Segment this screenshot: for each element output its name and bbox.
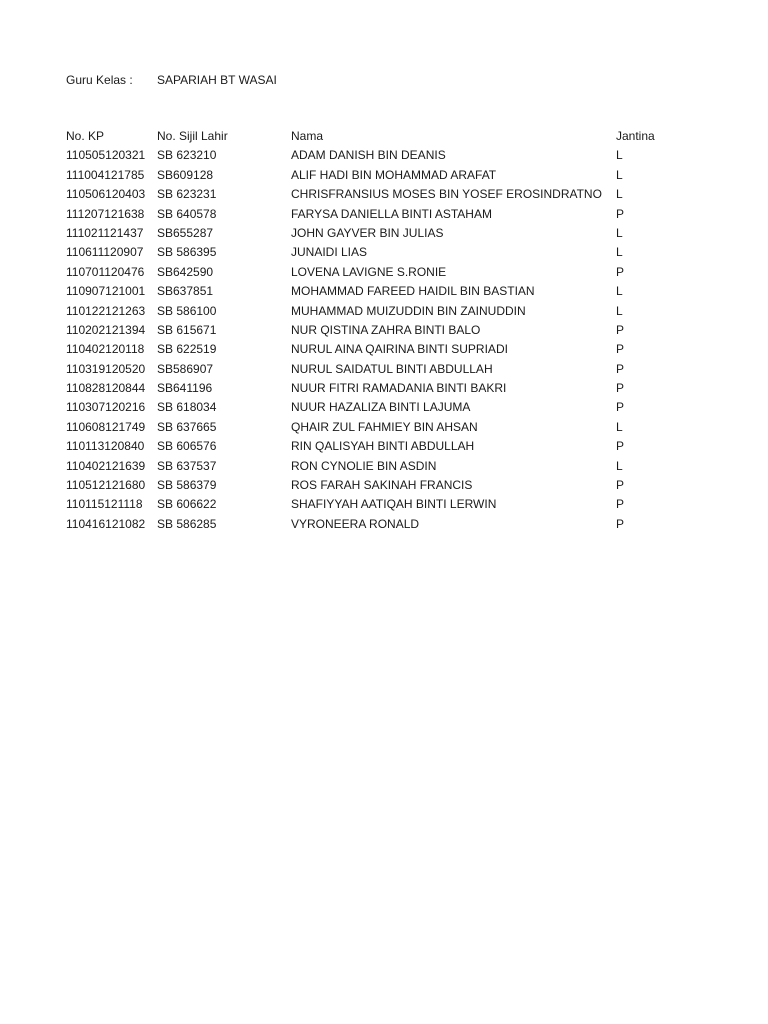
cell-no-sijil-lahir: SB 623210 xyxy=(157,148,217,163)
table-row xyxy=(66,303,706,322)
cell-nama: RON CYNOLIE BIN ASDIN xyxy=(291,458,437,473)
cell-no-kp: 110122121263 xyxy=(66,303,146,318)
cell-jantina: P xyxy=(616,206,625,221)
cell-jantina: P xyxy=(616,478,625,493)
header-no-sijil-lahir: No. Sijil Lahir xyxy=(157,129,228,143)
table-row xyxy=(66,438,706,457)
cell-nama: ALIF HADI BIN MOHAMMAD ARAFAT xyxy=(291,167,497,182)
cell-jantina: P xyxy=(616,322,625,337)
cell-no-kp: 110611120907 xyxy=(66,245,144,260)
table-row xyxy=(66,477,706,496)
cell-no-sijil-lahir: SB 586285 xyxy=(157,516,217,531)
cell-jantina: L xyxy=(616,148,623,163)
cell-no-sijil-lahir: SB637851 xyxy=(157,284,214,299)
cell-no-kp: 110115121118 xyxy=(66,497,143,512)
cell-no-sijil-lahir: SB 586395 xyxy=(157,245,217,260)
table-header-row xyxy=(66,128,706,147)
cell-no-kp: 110608121749 xyxy=(66,419,146,434)
table-row xyxy=(66,186,706,205)
cell-no-sijil-lahir: SB 586100 xyxy=(157,303,217,318)
table-row xyxy=(66,516,706,535)
cell-nama: RIN QALISYAH BINTI ABDULLAH xyxy=(291,439,475,454)
cell-nama: VYRONEERA RONALD xyxy=(291,516,420,531)
cell-nama: NURUL SAIDATUL BINTI ABDULLAH xyxy=(291,361,493,376)
cell-no-kp: 110506120403 xyxy=(66,187,146,202)
cell-no-kp: 110512121680 xyxy=(66,478,146,493)
cell-nama: ADAM DANISH BIN DEANIS xyxy=(291,148,446,163)
table-row xyxy=(66,496,706,515)
cell-no-kp: 111004121785 xyxy=(66,167,145,182)
cell-nama: FARYSA DANIELLA BINTI ASTAHAM xyxy=(291,206,492,221)
cell-nama: JOHN GAYVER BIN JULIAS xyxy=(291,225,444,240)
cell-jantina: L xyxy=(616,187,623,202)
cell-jantina: P xyxy=(616,361,625,376)
cell-no-kp: 110402121639 xyxy=(66,458,146,473)
teacher-label: Guru Kelas : xyxy=(66,73,133,87)
table-row xyxy=(66,419,706,438)
cell-jantina: P xyxy=(616,400,625,415)
table-row xyxy=(66,167,706,186)
header-jantina: Jantina xyxy=(616,129,655,143)
cell-jantina: L xyxy=(616,284,623,299)
cell-no-sijil-lahir: SB 606576 xyxy=(157,439,217,454)
cell-no-kp: 110319120520 xyxy=(66,361,146,376)
cell-no-kp: 110113120840 xyxy=(66,439,145,454)
cell-jantina: L xyxy=(616,303,623,318)
cell-jantina: P xyxy=(616,381,625,396)
cell-nama: ROS FARAH SAKINAH FRANCIS xyxy=(291,478,473,493)
cell-nama: MOHAMMAD FAREED HAIDIL BIN BASTIAN xyxy=(291,284,535,299)
table-row xyxy=(66,341,706,360)
cell-jantina: L xyxy=(616,419,623,434)
cell-no-sijil-lahir: SB 640578 xyxy=(157,206,217,221)
cell-jantina: L xyxy=(616,167,623,182)
table-row xyxy=(66,225,706,244)
cell-no-kp: 110402120118 xyxy=(66,342,145,357)
cell-no-kp: 110202121394 xyxy=(66,322,146,337)
table-row xyxy=(66,147,706,166)
cell-no-sijil-lahir: SB 637665 xyxy=(157,419,217,434)
cell-nama: NUUR HAZALIZA BINTI LAJUMA xyxy=(291,400,471,415)
cell-nama: QHAIR ZUL FAHMIEY BIN AHSAN xyxy=(291,419,478,434)
cell-no-kp: 110505120321 xyxy=(66,148,146,163)
cell-no-kp: 110907121001 xyxy=(66,284,146,299)
cell-nama: NUUR FITRI RAMADANIA BINTI BAKRI xyxy=(291,381,507,396)
header-nama: Nama xyxy=(291,129,324,143)
cell-no-sijil-lahir: SB642590 xyxy=(157,264,214,279)
cell-jantina: P xyxy=(616,516,625,531)
table-row xyxy=(66,458,706,477)
cell-jantina: L xyxy=(616,245,623,260)
cell-no-sijil-lahir: SB 606622 xyxy=(157,497,217,512)
header-no-kp: No. KP xyxy=(66,129,105,143)
cell-no-kp: 110307120216 xyxy=(66,400,146,415)
cell-nama: NUR QISTINA ZAHRA BINTI BALO xyxy=(291,322,481,337)
cell-nama: LOVENA LAVIGNE S.RONIE xyxy=(291,264,447,279)
table-row xyxy=(66,206,706,225)
cell-jantina: P xyxy=(616,439,625,454)
cell-no-kp: 110701120476 xyxy=(66,264,145,279)
cell-no-sijil-lahir: SB 623231 xyxy=(157,187,217,202)
cell-no-sijil-lahir: SB641196 xyxy=(157,381,213,396)
cell-no-kp: 110828120844 xyxy=(66,381,146,396)
teacher-name: SAPARIAH BT WASAI xyxy=(157,73,277,87)
cell-no-sijil-lahir: SB 586379 xyxy=(157,478,217,493)
cell-jantina: L xyxy=(616,225,623,240)
cell-no-kp: 111207121638 xyxy=(66,206,145,221)
cell-no-sijil-lahir: SB 618034 xyxy=(157,400,217,415)
table-row xyxy=(66,322,706,341)
table-row xyxy=(66,244,706,263)
cell-jantina: P xyxy=(616,342,625,357)
table-row xyxy=(66,283,706,302)
cell-no-kp: 110416121082 xyxy=(66,516,146,531)
cell-nama: NURUL AINA QAIRINA BINTI SUPRIADI xyxy=(291,342,508,357)
table-row xyxy=(66,380,706,399)
cell-nama: JUNAIDI LIAS xyxy=(291,245,368,260)
cell-jantina: L xyxy=(616,458,623,473)
cell-no-sijil-lahir: SB 622519 xyxy=(157,342,217,357)
table-row xyxy=(66,399,706,418)
cell-nama: CHRISFRANSIUS MOSES BIN YOSEF EROSINDRATNO xyxy=(291,187,602,202)
table-row xyxy=(66,264,706,283)
cell-no-sijil-lahir: SB586907 xyxy=(157,361,214,376)
cell-nama: MUHAMMAD MUIZUDDIN BIN ZAINUDDIN xyxy=(291,303,526,318)
table-row xyxy=(66,361,706,380)
student-roster-table xyxy=(66,128,706,535)
cell-jantina: P xyxy=(616,264,625,279)
cell-no-sijil-lahir: SB 615671 xyxy=(157,322,217,337)
cell-no-sijil-lahir: SB 637537 xyxy=(157,458,217,473)
cell-nama: SHAFIYYAH AATIQAH BINTI LERWIN xyxy=(291,497,497,512)
table-body xyxy=(66,147,706,535)
cell-no-sijil-lahir: SB609128 xyxy=(157,167,214,182)
cell-jantina: P xyxy=(616,497,625,512)
cell-no-kp: 111021121437 xyxy=(66,225,144,240)
cell-no-sijil-lahir: SB655287 xyxy=(157,225,214,240)
